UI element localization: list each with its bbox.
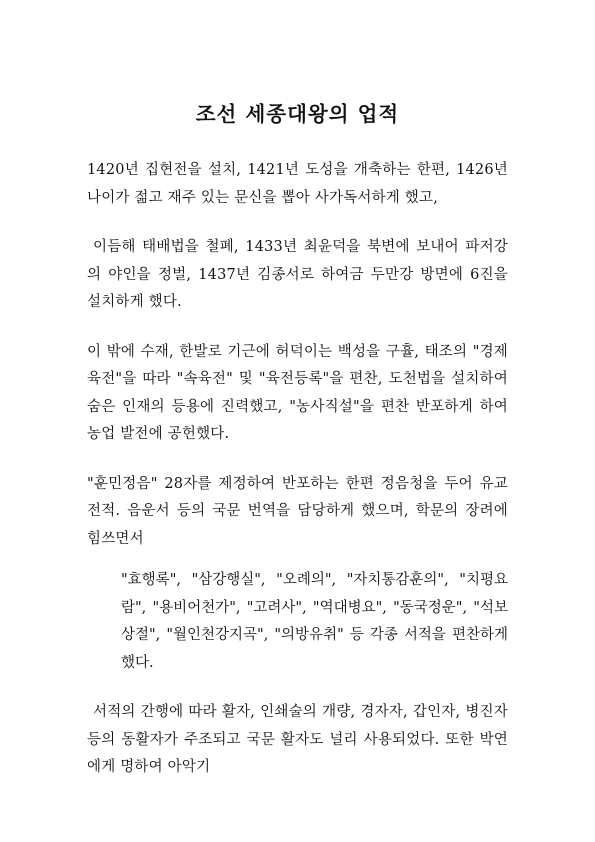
paragraph-closing: 서적의 간행에 따라 활자, 인쇄술의 개량, 경자자, 갑인자, 병진자 등의 동활자가 주조되고 국문 활자도 널리 사용되었다. 또한 박연에게 명하여 아악기 (87, 704, 508, 775)
paragraph-4: "훈민정음" 28자를 제정하여 반포하는 한편 정음청을 두어 유교 전적. 음운서 등의 국문 번역을 담당하게 했으며, 학문의 장려에 힘쓰면서 (87, 475, 508, 547)
paragraph-1: 1420년 집현전을 설치, 1421년 도성을 개축하는 한편, 1426년 나이가 젊고 재주 있는 문신을 뽑아 사가독서하게 했고, (87, 162, 508, 206)
page-title: 조선 세종대왕의 업적 (195, 102, 400, 126)
paragraph-2: 이듬해 태배법을 철폐, 1433년 최윤덕을 북변에 보내어 파저강의 야인을 정벌, 1437년 김종서로 하여금 두만강 방면에 6진을 설치하게 했다. (87, 239, 508, 310)
book-list-block: "효행록", "삼강행실", "오례의", "자치통감훈의", "치평요람", "용비어천가", "고려사", "역대병요", "동국정운", "석보상절", "월인천강지곡", "의방유취" 등 각종 서적을 편찬하게 했다. (121, 572, 508, 671)
paragraph-3: 이 밖에 수재, 한발로 기근에 허덕이는 백성을 구휼, 태조의 "경제육전"을 따라 "속육전" 및 "육전등록"을 편찬, 도천법을 설치하여 숨은 인재의 등용에 진력했고, "농사직설"을 편찬 반포하게 하여 농업 발전에 공헌했다. (87, 343, 508, 442)
